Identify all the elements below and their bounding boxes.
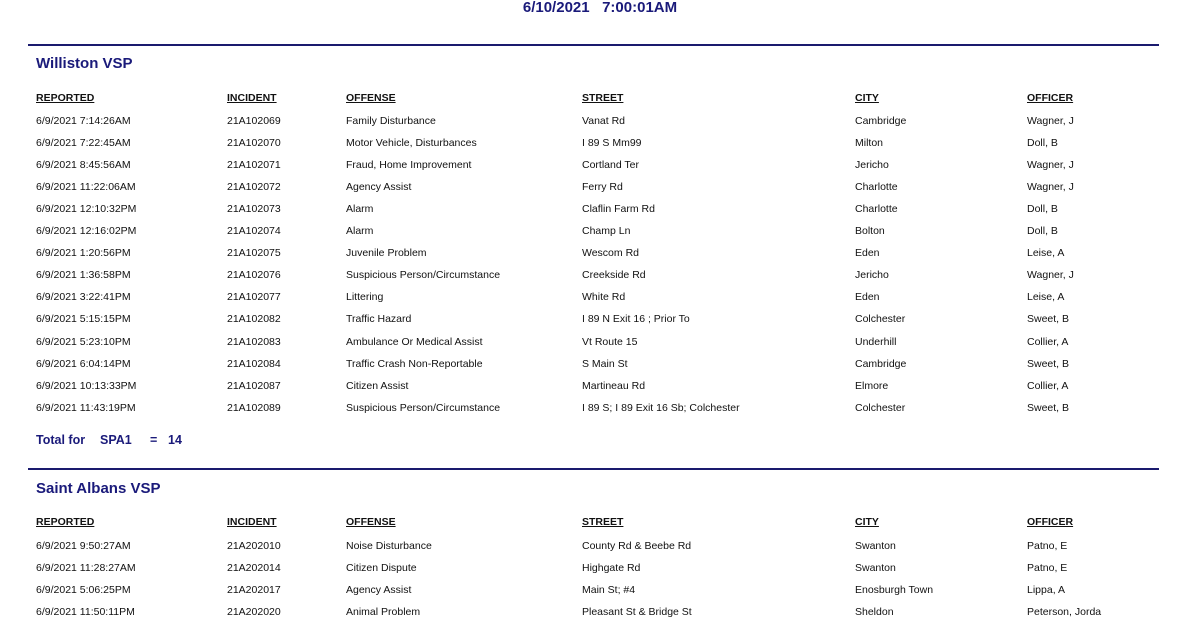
cell-incident: 21A202010 [227,540,281,552]
total-count: 14 [168,433,182,447]
cell-incident: 21A102073 [227,203,281,216]
cell-incident: 21A202014 [227,562,281,575]
cell-city: Colchester [855,401,906,414]
cell-officer: Peterson, Jorda [1027,606,1102,619]
cell-offense: Alarm [346,225,374,238]
report-date: 6/10/2021 7:00:01AM [522,0,678,16]
cell-street: Creekside Rd [582,269,646,282]
column-header-incident: INCIDENT [227,516,277,528]
cell-incident: 21A102089 [227,401,281,414]
total-label: Total for [36,433,86,447]
column-header-street: STREET [582,92,624,104]
cell-city: Eden [855,291,880,304]
cell-incident: 21A202020 [227,606,281,619]
section-divider [28,468,1159,470]
cell-city: Jericho [855,159,889,172]
cell-street: Highgate Rd [582,562,641,575]
cell-offense: Noise Disturbance [346,540,432,552]
cell-city: Sheldon [855,606,894,619]
cell-street: County Rd & Beebe Rd [582,540,692,552]
cell-offense: Citizen Assist [346,379,409,392]
cell-reported: 6/9/2021 11:50:11PM [36,606,135,619]
cell-reported: 6/9/2021 10:13:33PM [36,379,137,392]
column-header-reported: REPORTED [36,516,95,528]
column-header-incident: INCIDENT [227,92,277,104]
cell-city: Swanton [855,562,896,575]
cell-reported: 6/9/2021 1:20:56PM [36,247,131,260]
cell-incident: 21A102074 [227,225,281,238]
cell-incident: 21A102071 [227,159,281,172]
cell-offense: Juvenile Problem [346,247,427,260]
cell-street: Wescom Rd [582,247,639,260]
cell-incident: 21A102075 [227,247,281,260]
cell-officer: Doll, B [1027,203,1058,216]
cell-offense: Animal Problem [346,606,421,619]
cell-offense: Traffic Hazard [346,313,412,326]
cell-city: Eden [855,247,880,260]
cell-officer: Wagner, J [1027,269,1074,282]
cell-street: Pleasant St & Bridge St [582,606,692,619]
cell-offense: Agency Assist [346,181,412,194]
cell-city: Underhill [855,335,897,348]
cell-offense: Traffic Crash Non-Reportable [346,357,483,370]
cell-street: Champ Ln [582,225,631,238]
cell-officer: Patno, E [1027,562,1068,575]
column-header-officer: OFFICER [1027,516,1074,528]
section-total [36,433,182,447]
cell-incident: 21A202017 [227,584,281,597]
cell-street: Main St; #4 [582,584,636,597]
cell-reported: 6/9/2021 11:43:19PM [36,401,136,414]
cell-offense: Suspicious Person/Circumstance [346,401,501,414]
cell-reported: 6/9/2021 3:22:41PM [36,291,131,304]
cell-street: I 89 S; I 89 Exit 16 Sb; Colchester [582,401,740,414]
cell-offense: Littering [346,291,384,304]
cell-officer: Wagner, J [1027,159,1074,172]
cell-officer: Wagner, J [1027,115,1074,127]
cell-offense: Agency Assist [346,584,412,597]
cell-reported: 6/9/2021 12:10:32PM [36,203,137,216]
cell-city: Jericho [855,269,889,282]
cell-incident: 21A102070 [227,137,281,150]
section-title: Saint Albans VSP [36,480,161,497]
cell-officer: Sweet, B [1027,357,1070,370]
cell-officer: Patno, E [1027,540,1068,552]
cell-officer: Wagner, J [1027,181,1074,194]
cell-street: I 89 S Mm99 [582,137,642,150]
cell-street: White Rd [582,291,626,304]
cell-offense: Ambulance Or Medical Assist [346,335,483,348]
cell-incident: 21A102072 [227,181,281,194]
column-header-reported: REPORTED [36,92,95,104]
cell-officer: Lippa, A [1027,584,1065,597]
cell-reported: 6/9/2021 7:22:45AM [36,137,131,150]
cell-officer: Leise, A [1027,291,1065,304]
total-equals: = [150,433,158,447]
cell-officer: Sweet, B [1027,313,1070,326]
column-header-offense: OFFENSE [346,92,396,104]
cell-street: Vanat Rd [582,115,625,127]
cell-incident: 21A102069 [227,115,281,127]
cell-reported: 6/9/2021 6:04:14PM [36,357,131,370]
cell-city: Elmore [855,379,889,392]
cell-city: Charlotte [855,181,898,194]
cell-city: Enosburgh Town [855,584,934,597]
column-header-offense: OFFENSE [346,516,396,528]
cell-street: S Main St [582,357,628,370]
cell-offense: Fraud, Home Improvement [346,159,472,172]
cell-reported: 6/9/2021 12:16:02PM [36,225,137,238]
cell-city: Swanton [855,540,896,552]
cell-reported: 6/9/2021 9:50:27AM [36,540,131,552]
cell-city: Milton [855,137,884,150]
cell-street: Vt Route 15 [582,335,638,348]
cell-reported: 6/9/2021 8:45:56AM [36,159,131,172]
cell-reported: 6/9/2021 5:15:15PM [36,313,131,326]
cell-offense: Suspicious Person/Circumstance [346,269,501,282]
section-title: Williston VSP [36,55,133,72]
cell-street: I 89 N Exit 16 ; Prior To [582,313,690,326]
cell-street: Claflin Farm Rd [582,203,655,216]
cell-reported: 6/9/2021 1:36:58PM [36,269,131,282]
cell-city: Charlotte [855,203,898,216]
column-header-city: CITY [855,516,879,528]
cell-incident: 21A102083 [227,335,281,348]
cell-city: Bolton [855,225,885,238]
cell-reported: 6/9/2021 5:23:10PM [36,335,131,348]
cell-city: Cambridge [855,115,907,127]
cell-officer: Doll, B [1027,225,1058,238]
cell-city: Cambridge [855,357,907,370]
cell-reported: 6/9/2021 7:14:26AM [36,115,131,127]
cell-incident: 21A102087 [227,379,281,392]
cell-officer: Sweet, B [1027,401,1070,414]
cell-incident: 21A102084 [227,357,281,370]
cell-street: Ferry Rd [582,181,623,194]
cell-reported: 6/9/2021 11:28:27AM [36,562,136,575]
column-header-officer: OFFICER [1027,92,1074,104]
section-divider [28,44,1159,46]
cell-incident: 21A102077 [227,291,281,304]
column-header-street: STREET [582,516,624,528]
cell-street: Cortland Ter [582,159,640,172]
cell-officer: Collier, A [1027,335,1069,348]
cell-incident: 21A102082 [227,313,281,326]
cell-offense: Motor Vehicle, Disturbances [346,137,477,150]
cell-officer: Leise, A [1027,247,1065,260]
cell-reported: 6/9/2021 5:06:25PM [36,584,131,597]
cell-offense: Family Disturbance [346,115,436,127]
cell-offense: Citizen Dispute [346,562,417,575]
column-header-city: CITY [855,92,879,104]
cell-incident: 21A102076 [227,269,281,282]
cell-street: Martineau Rd [582,379,646,392]
cell-reported: 6/9/2021 11:22:06AM [36,181,136,194]
cell-officer: Collier, A [1027,379,1069,392]
cell-officer: Doll, B [1027,137,1058,150]
cell-offense: Alarm [346,203,374,216]
cell-city: Colchester [855,313,906,326]
total-code: SPA1 [100,433,132,447]
